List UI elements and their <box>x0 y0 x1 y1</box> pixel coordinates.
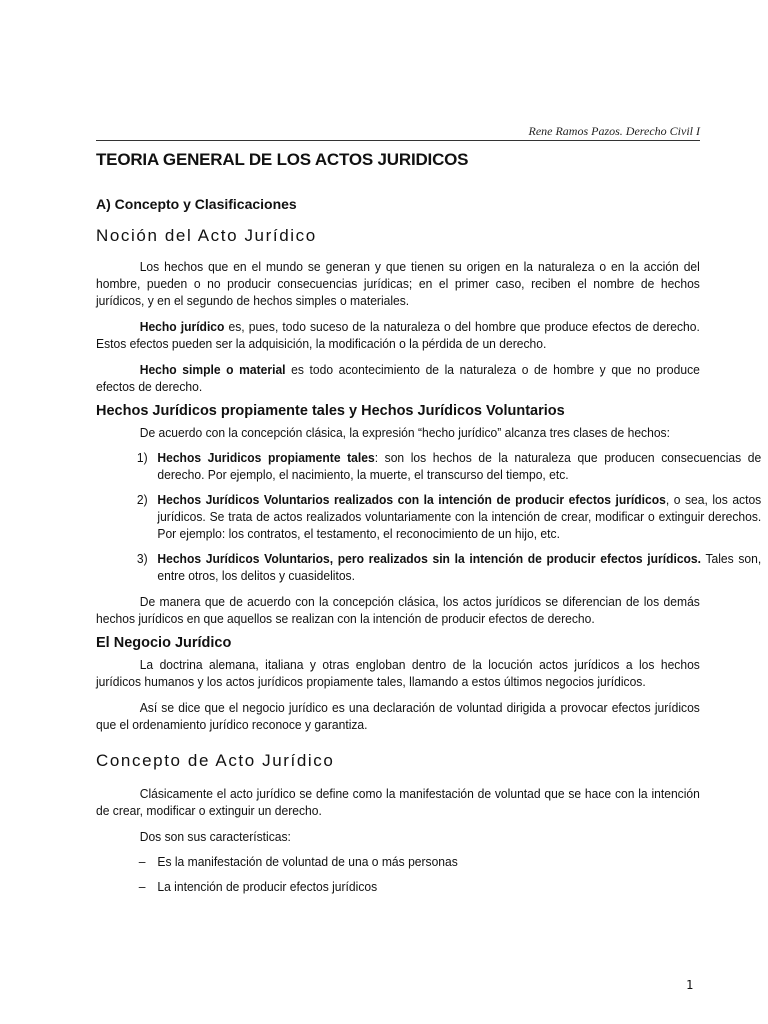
list-text: : son los hechos de la naturaleza que producen consecuencias de derecho. Por ejemplo, el nacimiento, la muerte, el transcurso del tiempo, etc. <box>157 450 762 482</box>
list-item <box>96 491 762 542</box>
paragraph-7: Así se dice que el negocio jurídico es una declaración de voluntad dirigida a provocar efectos jurídicos que el ordenamiento jurídico reconoce y garantiza. <box>96 700 700 732</box>
nocion-heading: Noción del Acto Jurídico <box>96 226 317 245</box>
paragraph-9: Dos son sus características: <box>139 829 291 844</box>
header-rule <box>96 140 700 141</box>
list-item <box>96 853 761 870</box>
hechos-heading: Hechos Jurídicos propiamente tales y Hechos Jurídicos Voluntarios <box>96 403 565 419</box>
paragraph-hecho-juridico <box>96 318 700 352</box>
term-hecho-simple: Hecho simple o material <box>139 362 286 377</box>
paragraph-4: De acuerdo con la concepción clásica, la expresión “hecho jurídico” alcanza tres clases de hechos: <box>139 425 670 440</box>
page-number: 1 <box>686 978 694 992</box>
paragraph-5: De manera que de acuerdo con la concepción clásica, los actos jurídicos se diferencian de los demás hechos jurídicos en que aquellos se realizan con la intención de producir efectos de derecho. <box>96 594 700 626</box>
list-number: 1) <box>136 450 148 465</box>
list-term: Hechos Jurídicos Voluntarios realizados con la intención de producir efectos jurídicos <box>157 492 666 507</box>
list-text: Tales son, entre otros, los delitos y cuasidelitos. <box>157 551 762 583</box>
document-body <box>96 150 762 895</box>
paragraph-hecho-simple <box>96 361 700 395</box>
dash-mark: – <box>138 879 146 894</box>
list-item <box>96 878 761 895</box>
paragraph-3-text: es todo acontecimiento de la naturaleza o de hombre y que no produce efectos de derecho. <box>96 362 700 394</box>
term-hecho-juridico: Hecho jurídico <box>139 319 225 334</box>
paragraph-1: Los hechos que en el mundo se generan y que tienen su origen en la naturaleza o en la acción del hombre, pueden o no producir consecuencias jurídicas; en el primer caso, reciben el nombre de hechos jurídicos, y en el segundo de hechos simples o materiales. <box>96 259 700 308</box>
list-term: Hechos Juridicos propiamente tales <box>157 450 375 465</box>
dash-mark: – <box>138 854 146 869</box>
concepto-heading: Concepto de Acto Jurídico <box>96 751 335 770</box>
document-title: TEORIA GENERAL DE LOS ACTOS JURIDICOS <box>96 150 469 169</box>
paragraph-2-text: es, pues, todo suceso de la naturaleza o del hombre que produce efectos de derecho. Estos efectos pueden ser la adquisición, la modificación o la pérdida de un derecho. <box>96 319 700 351</box>
paragraph-6: La doctrina alemana, italiana y otras engloban dentro de la locución actos jurídicos a los hechos jurídicos humanos y los actos jurídicos propiamente tales, llamando a estos últimos negocios jurídicos. <box>96 657 700 689</box>
paragraph-8: Clásicamente el acto jurídico se define como la manifestación de voluntad que se hace con la intención de crear, modificar o extinguir un derecho. <box>96 786 700 818</box>
dash-text: Es la manifestación de voluntad de una o más personas <box>157 854 458 869</box>
hechos-list <box>96 449 762 584</box>
dash-text: La intención de producir efectos jurídicos <box>157 879 378 894</box>
list-number: 3) <box>136 551 148 566</box>
list-term: Hechos Jurídicos Voluntarios, pero realizados sin la intención de producir efectos jurídicos. <box>157 551 702 566</box>
negocio-heading: El Negocio Jurídico <box>96 635 232 651</box>
section-a-heading: A) Concepto y Clasificaciones <box>96 196 297 212</box>
running-head: Rene Ramos Pazos. Derecho Civil I <box>528 124 700 138</box>
list-item <box>96 449 762 483</box>
list-number: 2) <box>136 492 148 507</box>
list-text: , o sea, los actos jurídicos. Se trata de actos realizados voluntariamente con la intención de crear, modificar o extinguir derechos. Por ejemplo: los contratos, el testamento, el reconocimiento de un hijo, etc. <box>157 492 762 541</box>
list-item <box>96 550 762 584</box>
